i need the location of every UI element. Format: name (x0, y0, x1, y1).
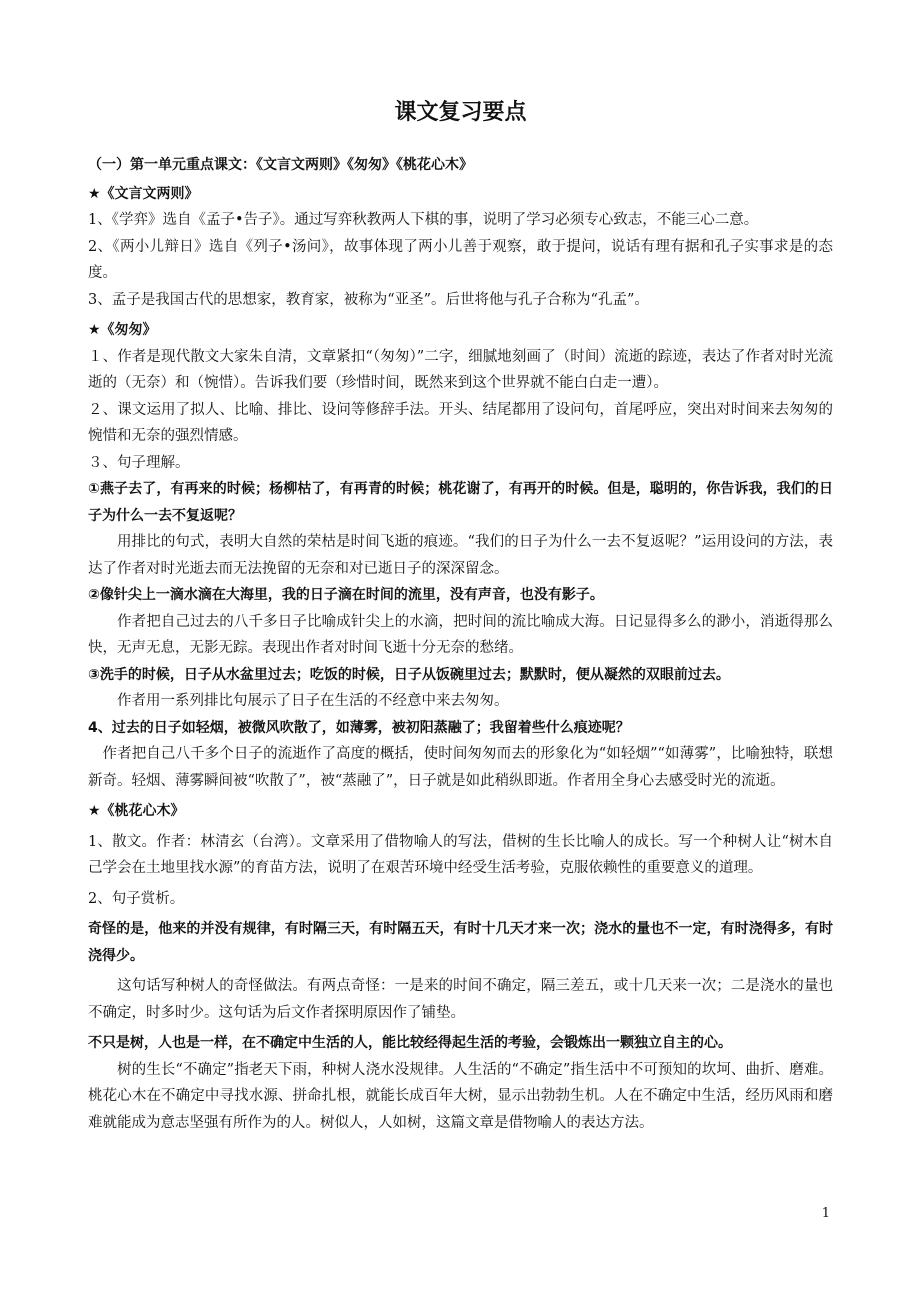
sentence-explanation: 作者把自己过去的八千多日子比喻成针尖上的水滴，把时间的流比喻成大海。日记显得多么的渺小，消逝得那么快，无声无息，无影无踪。表现出作者对时间飞逝十分无奈的愁绪。 (88, 613, 833, 656)
quoted-sentence: ③洗手的时候，日子从水盆里过去；吃饭的时候，日子从饭碗里过去；默默时，便从凝然的双眼前过去。 (88, 666, 730, 683)
section-heading-congcong: ★《匆匆》 (88, 322, 157, 338)
quoted-sentence: 不只是树，人也是一样，在不确定中生活的人，能比较经得起生活的考验，会锻炼出一颗独立自主的心。 (88, 1035, 732, 1051)
sentence-explanation: 作者用一系列排比句展示了日子在生活的不经意中来去匆匆。 (117, 693, 509, 709)
unit-heading: （一）第一单元重点课文：《文言文两则》《匆匆》《桃花心木》 (88, 157, 473, 173)
sentence-explanation: 用排比的句式，表明大自然的荣枯是时间飞逝的痕迹。“我们的日子为什么一去不复返呢？”运用设问的方法，表达了作者对时光逝去而无法挽留的无奈和对已逝日子的深深留念。 (88, 534, 833, 577)
paragraph: ２、课文运用了拟人、比喻、排比、设问等修辞手法。开头、结尾都用了设问句，首尾呼应，突出对时间来去匆匆的惋惜和无奈的强烈情感。 (88, 401, 833, 444)
document-page (88, 96, 833, 1136)
sentence-explanation: 作者把自己八千多个日子的流逝作了高度的概括，使时间匆匆而去的形象化为“如轻烟”“如薄雾”，比喻独特，联想新奇。轻烟、薄雾瞬间被“吹散了”，被“蒸融了”，日子就是如此稍纵即逝。作者用全身心去感受时光的流逝。 (88, 746, 833, 789)
paragraph: 2、句子赏析。 (88, 890, 185, 907)
paragraph: ３、句子理解。 (88, 454, 190, 471)
section-heading-wenyan: ★《文言文两则》 (88, 185, 199, 202)
section-heading-taohua: ★《桃花心木》 (88, 803, 185, 819)
paragraph: 2、《两小儿辩日》选自《列子•汤问》，故事体现了两小儿善于观察，敢于提问，说话有理有据和孔子实事求是的态度。 (88, 238, 833, 281)
page-number: 1 (821, 1206, 830, 1221)
page-title: 课文复习要点 (394, 100, 527, 125)
quoted-sentence: ②像针尖上一滴水滴在大海里，我的日子滴在时间的流里，没有声音，也没有影子。 (88, 587, 604, 603)
paragraph: １、作者是现代散文大家朱自清，文章紧扣“（匆匆）”二字，细腻地刻画了（时间）流逝的踪迹，表达了作者对时光流逝的（无奈）和（惋惜）。告诉我们要（珍惜时间，既然来到这个世界就不能白白走一遭）。 (88, 348, 833, 391)
quoted-sentence: 4、过去的日子如轻烟，被微风吹散了，如薄雾，被初阳蒸融了；我留着些什么痕迹呢？ (88, 719, 630, 736)
quoted-sentence: ①燕子去了，有再来的时候；杨柳枯了，有再青的时候；桃花谢了，有再开的时候。但是，聪明的，你告诉我，我们的日子为什么一去不复返呢？ (88, 481, 833, 524)
paragraph: 3、孟子是我国古代的思想家，教育家，被称为“亚圣”。后世将他与孔子合称为“孔孟”。 (88, 291, 649, 308)
paragraph: 1、《学弈》选自《孟子•告子》。通过写弈秋教两人下棋的事，说明了学习必须专心致志，不能三心二意。 (88, 212, 759, 228)
paragraph: 1、散文。作者：林清玄（台湾）。文章采用了借物喻人的写法，借树的生长比喻人的成长。写一个种树人让“树木自己学会在土地里找水源”的育苗方法，说明了在艰苦环境中经受生活考验，克服依赖性的重要意义的道理。 (88, 833, 833, 876)
sentence-explanation: 这句话写种树人的奇怪做法。有两点奇怪：一是来的时间不确定，隔三差五，或十几天来一次；二是浇水的量也不确定，时多时少。这句话为后文作者探明原因作了铺垫。 (88, 978, 833, 1021)
quoted-sentence: 奇怪的是，他来的并没有规律，有时隔三天，有时隔五天，有时十几天才来一次；浇水的量也不一定，有时浇得多，有时浇得少。 (88, 921, 833, 964)
sentence-explanation: 树的生长“不确定”指老天下雨，种树人浇水没规律。人生活的“不确定”指生活中不可预知的坎坷、曲折、磨难。桃花心木在不确定中寻找水源、拼命扎根，就能长成百年大树，显示出勃勃生机。人在不确定中生活，经历风雨和磨难就能成为意志坚强有所作为的人。树似人，人如树，这篇文章是借物喻人的表达方法。 (88, 1061, 833, 1131)
